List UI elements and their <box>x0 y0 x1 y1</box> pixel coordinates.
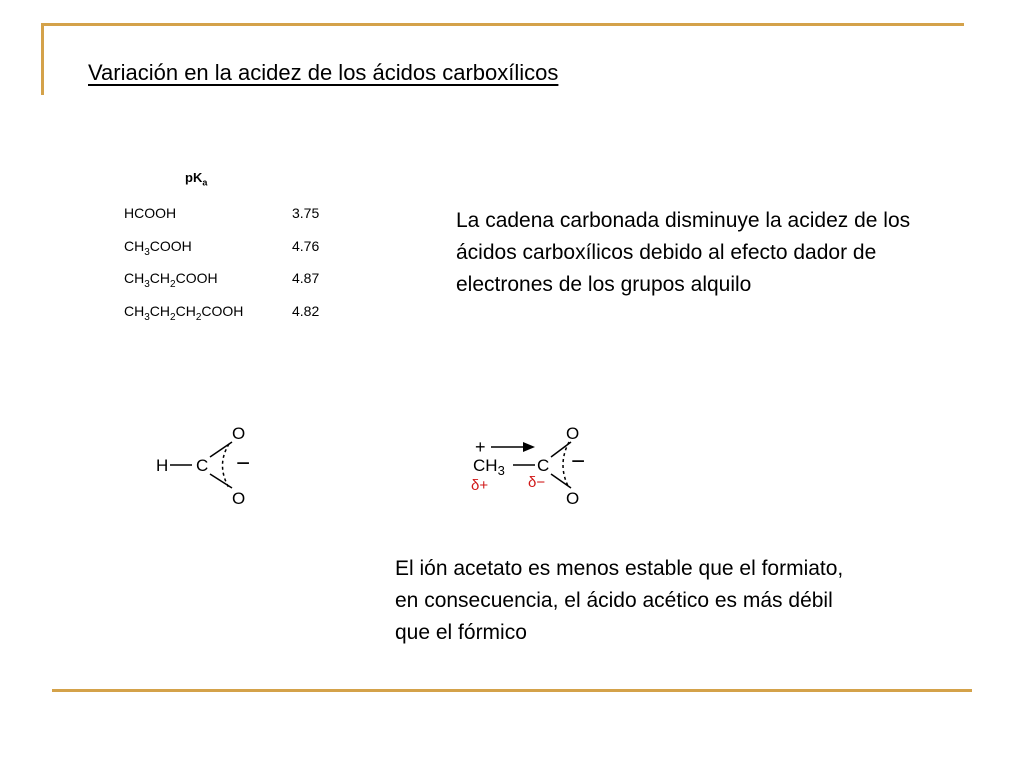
table-row <box>124 270 319 303</box>
formate-ion-structure <box>150 422 270 512</box>
pka-value: 4.82 <box>292 302 320 319</box>
acid-formula: $CH_3CH_2CH_2COOH$ <box>124 302 244 323</box>
acetate-delta-plus: δ+ <box>471 477 489 494</box>
acetate-ion-structure <box>465 420 615 515</box>
inductive-effect-arrowhead <box>523 442 535 452</box>
formate-c-atom: C <box>196 456 209 475</box>
acetate-plus-sign: + <box>475 437 486 457</box>
left-accent-line <box>41 23 44 95</box>
top-accent-line <box>41 23 964 26</box>
pka-value: 3.75 <box>292 205 320 221</box>
acetate-o-top: O <box>566 424 580 443</box>
slide-title: Variación en la acidez de los ácidos carboxílicos <box>88 60 559 85</box>
conclusion-text: El ión acetato es menos estable que el formiato, en consecuencia, el ácido acético es más débil que el fórmico <box>395 557 844 644</box>
acid-formula: $CH_3COOH$ <box>124 237 192 258</box>
formate-negative-charge: − <box>236 450 251 477</box>
acetate-negative-charge: − <box>571 448 586 475</box>
acetate-delocalized-bond <box>563 442 569 488</box>
pka-column-header: $pK_a$ <box>185 170 208 188</box>
pka-value: 4.87 <box>292 270 320 286</box>
table-row <box>124 205 319 238</box>
pka-value: 4.76 <box>292 237 320 254</box>
acetate-ch3-group: $CH_3$ <box>473 456 505 478</box>
formate-o-bottom: O <box>232 489 246 508</box>
acetate-o-bottom: O <box>566 489 580 508</box>
acid-formula: $CH_3CH_2COOH$ <box>124 270 218 290</box>
acetate-delta-minus: δ− <box>528 474 546 491</box>
formate-o-top: O <box>232 424 246 443</box>
table-row <box>124 303 319 336</box>
explanation-text: La cadena carbonada disminuye la acidez de los ácidos carboxílicos debido al efecto dador de electrones de los grupos alquilo <box>456 209 911 296</box>
formate-h-atom: H <box>156 456 169 475</box>
bottom-accent-line <box>52 689 972 692</box>
formate-delocalized-bond <box>223 444 230 488</box>
acetate-c-atom: C <box>537 456 550 475</box>
table-row <box>124 238 319 271</box>
pka-table <box>124 205 319 335</box>
acid-formula: HCOOH <box>124 205 177 221</box>
